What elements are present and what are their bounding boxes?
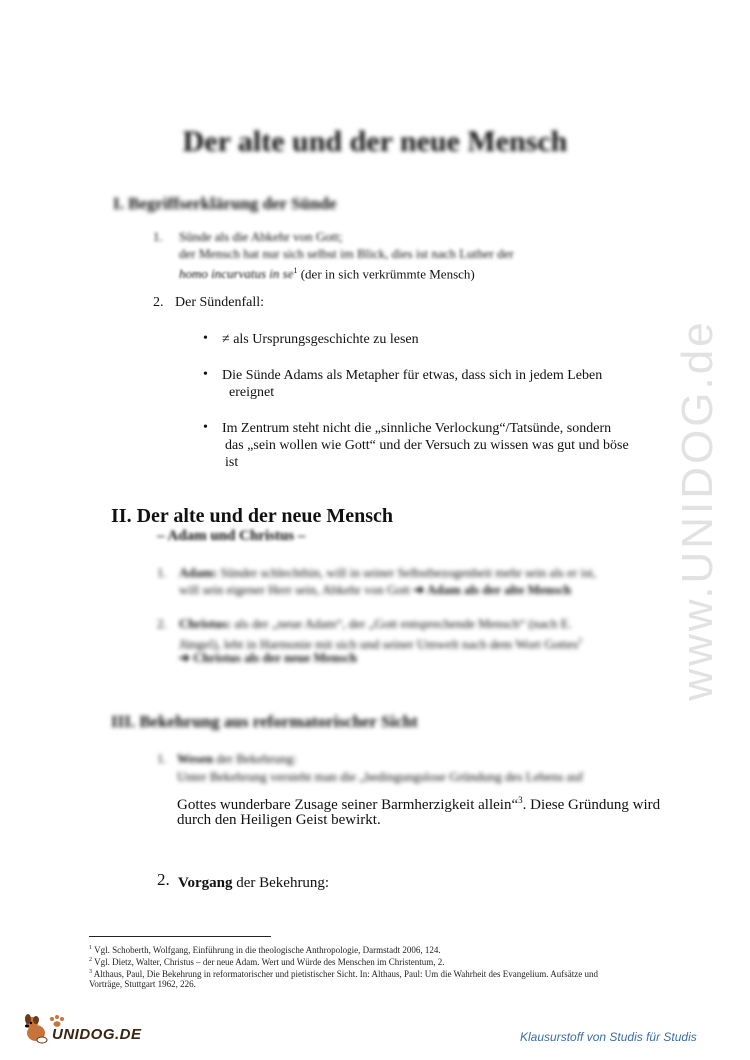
bullet-1-text: [222, 331, 419, 349]
watermark: [668, 280, 728, 740]
section-3-item-2-num: 2.: [157, 870, 170, 889]
footnote-1-text: Vgl. Schoberth, Wolfgang, Einführung in die theologische Anthropologie, Darmstadt 2006, 124.: [92, 945, 441, 955]
section-2-item-2-line-3: [179, 649, 357, 666]
bullet-1-label: als Ursprungsgeschichte zu lesen: [229, 332, 419, 347]
footnote-2-num: 2: [89, 957, 92, 963]
footnote-2-text: Vgl. Dietz, Walter, Christus – der neue Adam. Wert und Würde des Menschen im Christentum, 2.: [92, 957, 445, 967]
section-1-item-1-line-1: Sünde als die Abkehr von Gott;: [179, 229, 343, 244]
bullet-dot: •: [203, 367, 208, 382]
section-3-item-2-text: [178, 873, 329, 893]
wesen-label-rest: der Bekehrung:: [213, 751, 297, 766]
section-2-item-2-num: 2.: [157, 616, 167, 631]
section-2-item-2-line-1: [179, 615, 572, 632]
section-1-item-1-num: 1.: [153, 229, 163, 244]
wesen-label: Wesen: [177, 751, 214, 766]
footnote-ref-1: 1: [293, 266, 298, 275]
section-1-item-2-num: 2.: [153, 295, 164, 310]
bullet-2-line-2: ereignet: [229, 385, 275, 400]
slogan: Klausurstoff von Studis für Studis: [520, 1030, 697, 1044]
homo-incurvatus-term: homo incurvatus in se: [179, 266, 294, 282]
bullet-3-line-3: ist: [225, 455, 239, 470]
bullet-3-line-2: das „sein wollen wie Gott“ und der Versuch zu wissen was gut und böse: [225, 438, 629, 453]
section-2-item-1-line-2: [179, 581, 571, 598]
section-2-item-1-line-1: [179, 564, 596, 581]
section-1-item-1-line-3: [179, 262, 475, 282]
section-1-item-1-line-2: der Mensch hat nur sich selbst im Blick, dies ist nach Luther der: [179, 246, 514, 261]
gottes-zusage-text: Gottes wunderbare Zusage seiner Barmherzigkeit allein“: [177, 797, 519, 813]
bullet-2-line-1: Die Sünde Adams als Metapher für etwas, dass sich in jedem Leben: [222, 368, 603, 383]
adam-result: Adam als der alte Mensch: [424, 582, 571, 597]
gruendung-text: . Diese Gründung wird: [522, 797, 661, 813]
christus-result: Christus als der neue Mensch: [189, 650, 357, 665]
footnote-3-line-2: Vorträge, Stuttgart 1962, 226.: [89, 979, 196, 989]
section-2-heading: II. Der alte und der neue Mensch: [111, 505, 394, 527]
document-title: Der alte und der neue Mensch: [182, 125, 568, 158]
section-1-item-2-text: Der Sündenfall:: [175, 295, 265, 310]
vorgang-label: Vorgang: [178, 875, 233, 891]
footnote-ref-2: 2: [578, 636, 583, 645]
section-2-subheading: – Adam und Christus –: [157, 528, 306, 544]
adam-description-2: will sein eigener Herr sein, Abkehr von Gott: [179, 582, 414, 597]
bullet-dot: •: [203, 331, 208, 346]
christus-description: als der „neue Adam“, der „Gott entsprechende Mensch“ (nach E.: [231, 616, 572, 631]
not-equal-symbol: ≠: [222, 332, 230, 347]
logo-text: UNIDOG.DE: [52, 1026, 142, 1043]
footnote-ref-3: 3: [518, 795, 523, 805]
arrow-icon: ➔: [413, 582, 425, 597]
section-3-item-1-label: [177, 750, 297, 767]
watermark-text: www.UNIDOG.de: [673, 319, 722, 701]
footnote-separator: [89, 936, 271, 937]
verkruemmte-mensch-text: (der in sich verkrümmte Mensch): [297, 266, 475, 282]
section-2-item-1-num: 1.: [157, 565, 167, 580]
adam-label: Adam:: [179, 565, 218, 580]
unidog-logo: [22, 1013, 152, 1047]
vorgang-rest: der Bekehrung:: [232, 875, 330, 891]
footnote-1-num: 1: [89, 945, 92, 951]
bullet-dot: •: [203, 420, 208, 435]
section-3-heading: III. Bekehrung aus reformatorischer Sicht: [111, 712, 418, 731]
christus-label: Christus:: [179, 616, 232, 631]
section-3-item-1-num: 1.: [157, 751, 167, 766]
bullet-3-line-1: Im Zentrum steht nicht die „sinnliche Verlockung“/Tatsünde, sondern: [222, 421, 612, 436]
section-3-item-1-line-3: durch den Heiligen Geist bewirkt.: [177, 812, 381, 828]
section-3-item-1-line-1: Unter Bekehrung versteht man die „bedingungslose Gründung des Lebens auf: [177, 769, 584, 784]
footnote-3-line-1: Althaus, Paul, Die Bekehrung in reformatorischer und pietistischer Sicht. In: Althaus, Paul: Um die Wahrheit des Evangelium. Aufsätze und: [92, 969, 599, 979]
adam-description: Sünder schlechthin, will in seiner Selbstbezogenheit mehr sein als er ist,: [217, 565, 597, 580]
footnote-3-num: 3: [89, 969, 92, 975]
arrow-icon: ➔: [179, 650, 190, 665]
christus-description-2: Jüngel), lebt in Harmonie mit sich und seiner Umwelt nach dem Wort Gottes: [179, 636, 579, 652]
section-1-heading: I. Begriffserklärung der Sünde: [113, 194, 337, 213]
